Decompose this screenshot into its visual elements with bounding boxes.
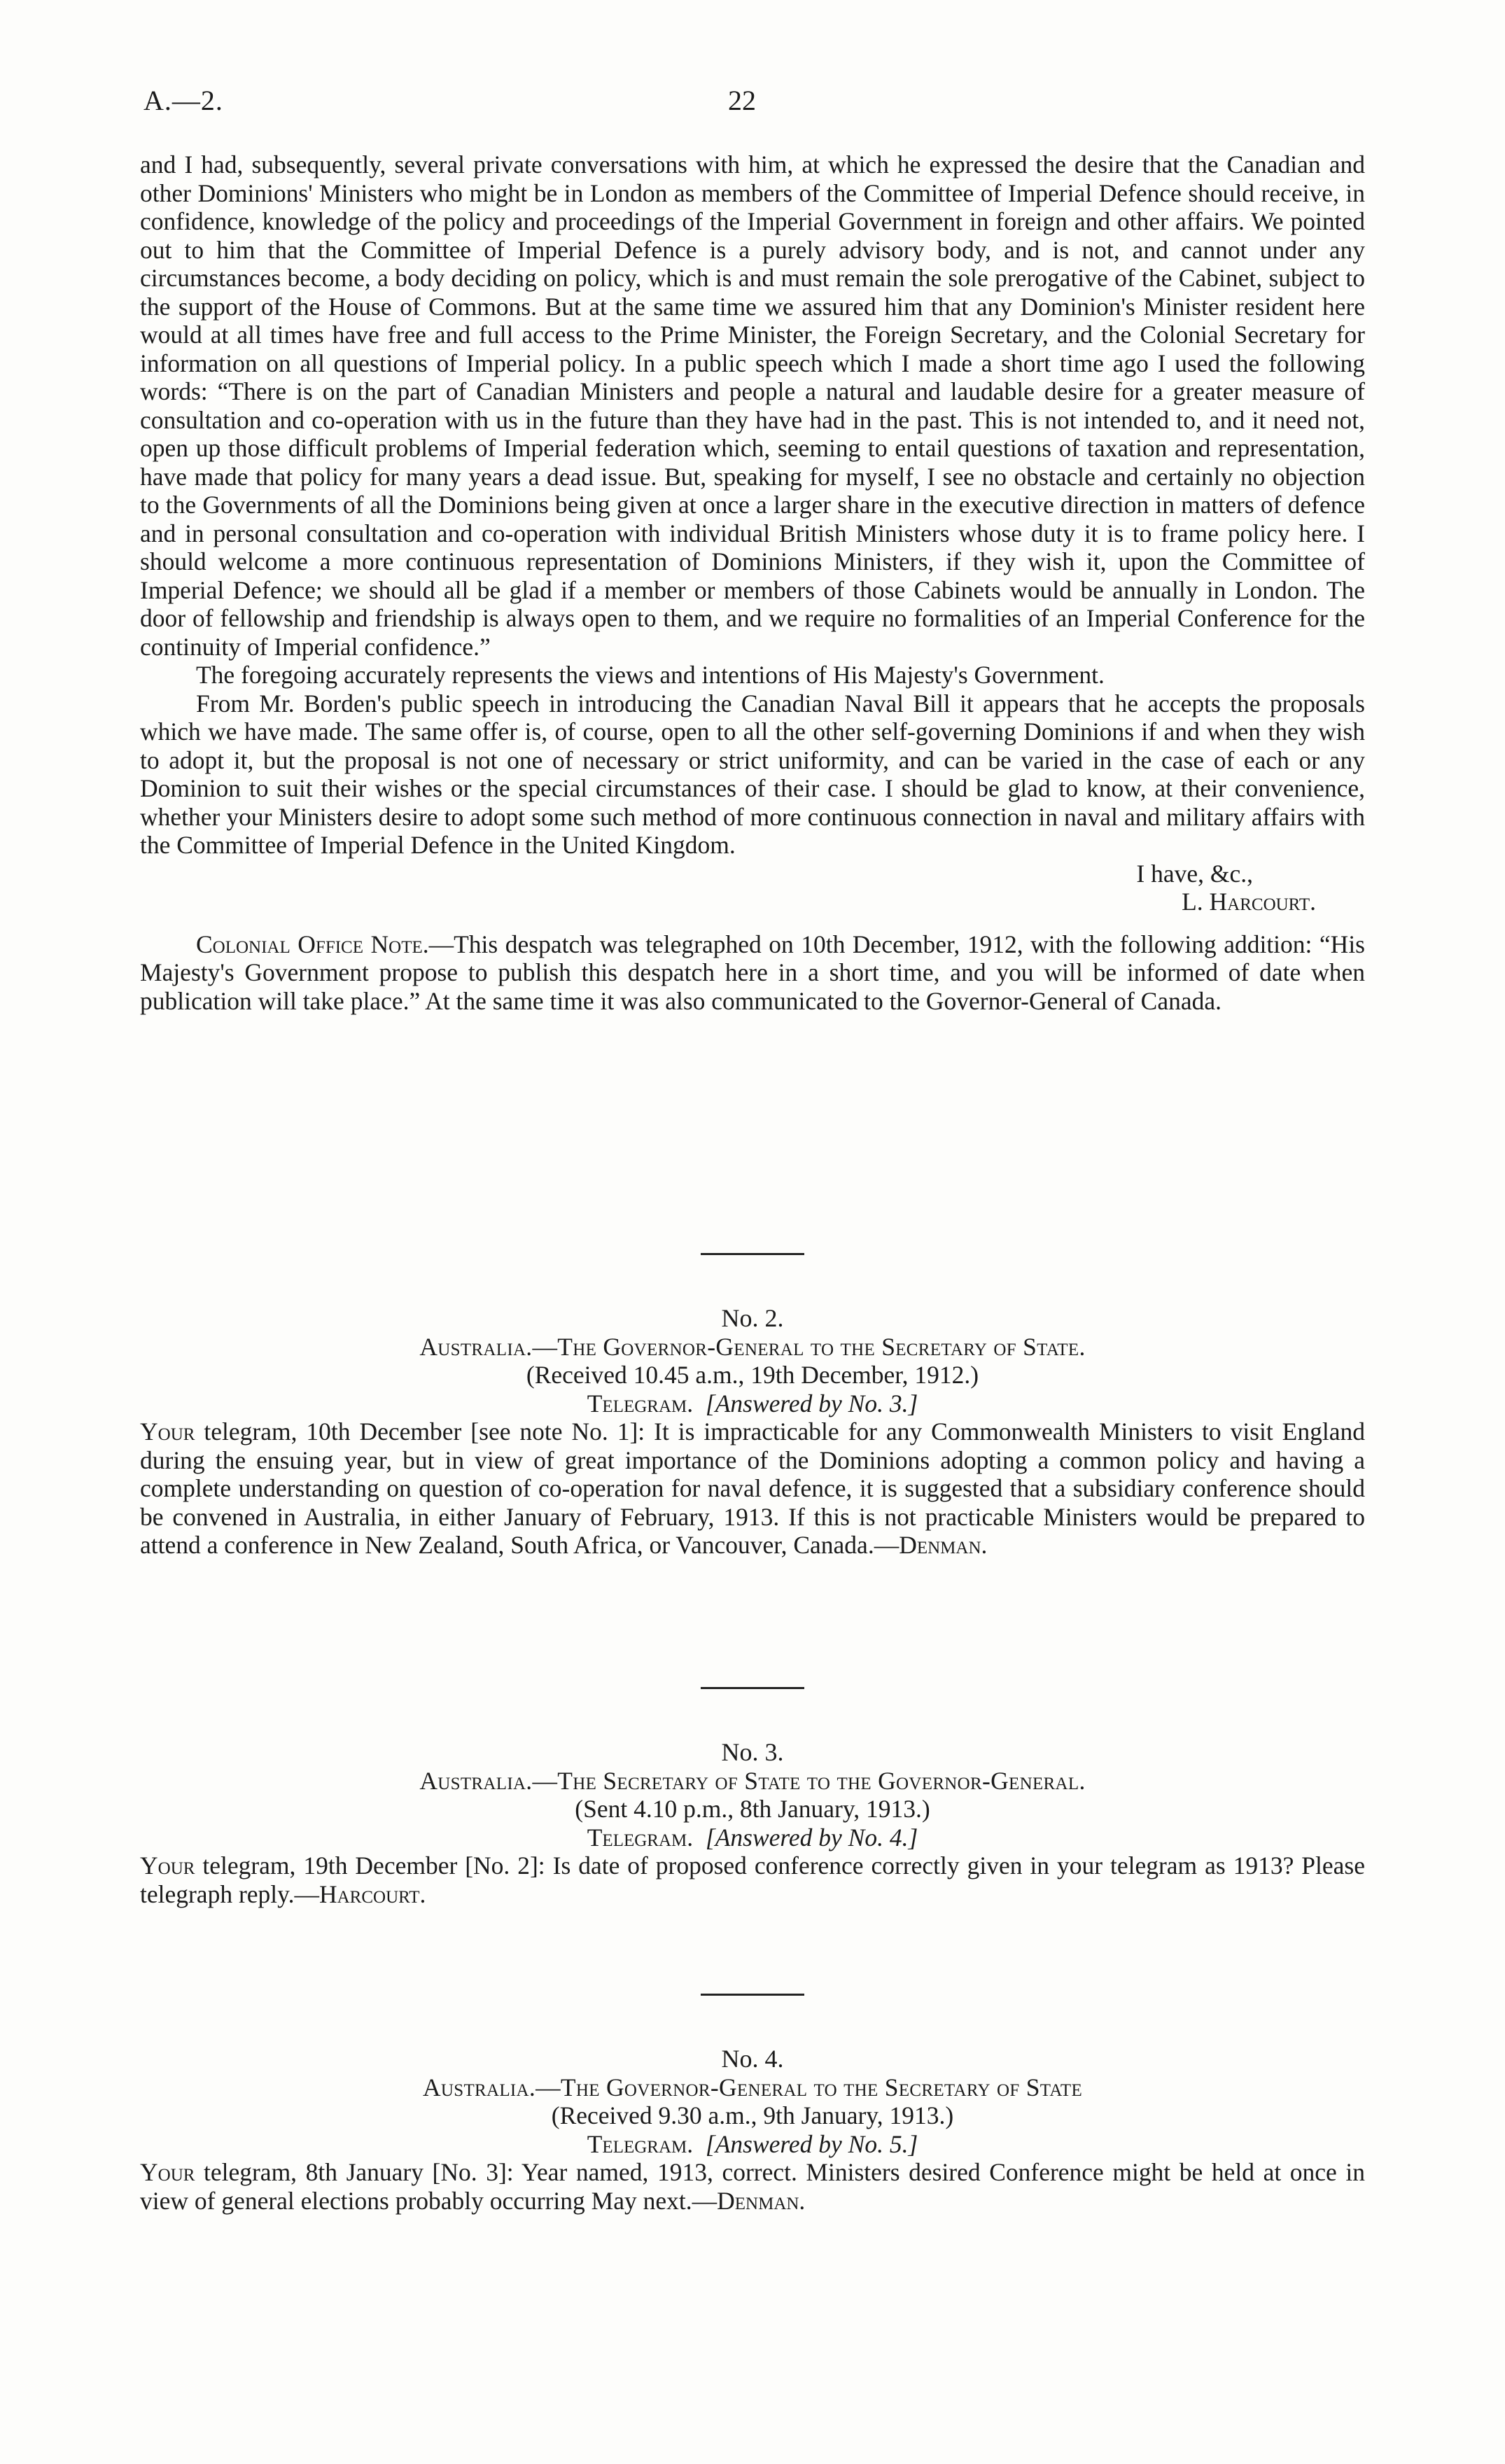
page-number: 22	[728, 85, 756, 116]
document-number: No. 3.	[721, 1738, 784, 1766]
despatch-paragraph-2: The foregoing accurately represents the views and intentions of His Majesty's Government.	[196, 661, 1105, 689]
note-label: Colonial Office Note.	[196, 930, 429, 958]
telegram-body: Your telegram, 19th December [No. 2]: Is date of proposed conference correctly given in your telegram as 1913? Please telegraph reply.—Harcourt.	[140, 1851, 1365, 1908]
telegram-line: Telegram. [Answered by No. 5.]	[587, 2129, 918, 2158]
note-text: —This despatch was telegraphed on 10th December, 1912, with the following addition: “His Majesty's Government propose to publish this despatch here in a short time, and you will be informed of date when publication will take place.” At the same time it was also communicated to the Governor-General of Canada.	[140, 930, 1365, 1015]
document-heading: Australia.—The Governor-General to the Secretary of State.	[419, 1332, 1086, 1361]
document-number: No. 4.	[721, 2045, 784, 2073]
document-heading: Australia.—The Secretary of State to the Governor-General.	[419, 1766, 1086, 1795]
telegram-body: Your telegram, 10th December [see note No. 1]: It is impracticable for any Commonwealth Ministers to visit England during the ensuing year, but in view of great importance of the Dominions adopting a common policy and having a complete understanding on question of co-operation for naval defence, it is suggested that a subsidiary conference should be convened in Australia, in either January of February, 1913. If this is not practicable Ministers would be prepared to attend a conference in New Zealand, South Africa, or Vancouver, Canada.—Denman.	[140, 1418, 1365, 1559]
despatch-paragraph-3: From Mr. Borden's public speech in introducing the Canadian Naval Bill it appears that he accepts the proposals which we have made. The same offer is, of course, open to all the other self-governing Dominions if and when they wish to adopt it, but the proposal is not one of necessary or strict uniformity, and can be varied in the case of each or any Dominion to suit their wishes or the special circumstances of their case. I should be glad to know, at their convenience, whether your Ministers desire to adopt some such method of more continuous connection in naval and military affairs with the Committee of Imperial Defence in the United Kingdom.	[140, 689, 1365, 859]
received-line: (Received 9.30 a.m., 9th January, 1913.)	[551, 2101, 954, 2129]
document-number: No. 2.	[721, 1304, 784, 1332]
document-no-3	[140, 1687, 1365, 1908]
telegram-line: Telegram. [Answered by No. 3.]	[587, 1389, 918, 1418]
document-reference: A.—2.	[144, 85, 223, 116]
despatch-body	[140, 150, 1365, 1015]
despatch-paragraph-1: and I had, subsequently, several private conversations with him, at which he expressed the desire that the Canadian and other Dominions' Ministers who might be in London as members of the Committee of Imperial Defence should receive, in confidence, knowledge of the policy and proceedings of the Imperial Government in foreign and other affairs. We pointed out to him that the Committee of Imperial Defence is a purely advisory body, and is not, and cannot under any circumstances become, a body deciding on policy, which is and must remain the sole prerogative of the Cabinet, subject to the support of the House of Commons. But at the same time we assured him that any Dominion's Minister resident here would at all times have free and full access to the Prime Minister, the Foreign Secretary, and the Colonial Secretary for information on all questions of Imperial policy. In a public speech which I made a short time ago I used the following words: “There is on the part of Canadian Ministers and people a natural and laudable desire for a greater measure of consultation and co-operation with us in the future than they have had in the past. This is not intended to, and it need not, open up those difficult problems of Imperial federation which, seeming to entail questions of taxation and representation, have made that policy for many years a dead issue. But, speaking for myself, I see no obstacle and certainly no objection to the Governments of all the Dominions being given at once a larger share in the executive direction in matters of defence and in personal consultation and co-operation with individual British Ministers whose duty it is to frame policy here. I should welcome a more continuous representation of Dominions Ministers, if they wish it, upon the Committee of Imperial Defence; we should all be glad if a member or members of those Cabinets would be annually in London. The door of fellowship and friendship is always open to them, and we require no formalities of an Imperial Conference for the continuity of Imperial confidence.”	[140, 150, 1365, 661]
document-no-4	[140, 1994, 1365, 2215]
colonial-office-note	[140, 930, 1365, 1016]
telegram-body: Your telegram, 8th January [No. 3]: Year named, 1913, correct. Ministers desired Conference might be held at once in view of general elections probably occurring May next.—Denman.	[140, 2158, 1365, 2215]
document-heading: Australia.—The Governor-General to the Secretary of State	[422, 2073, 1083, 2101]
telegram-line: Telegram. [Answered by No. 4.]	[587, 1823, 918, 1851]
closing-line: I have, &c.,	[1136, 859, 1253, 888]
received-line: (Sent 4.10 p.m., 8th January, 1913.)	[575, 1795, 930, 1823]
document-no-2	[140, 1253, 1365, 1560]
received-line: (Received 10.45 a.m., 19th December, 1912.)	[526, 1361, 979, 1389]
signature: L. Harcourt.	[1182, 888, 1316, 916]
